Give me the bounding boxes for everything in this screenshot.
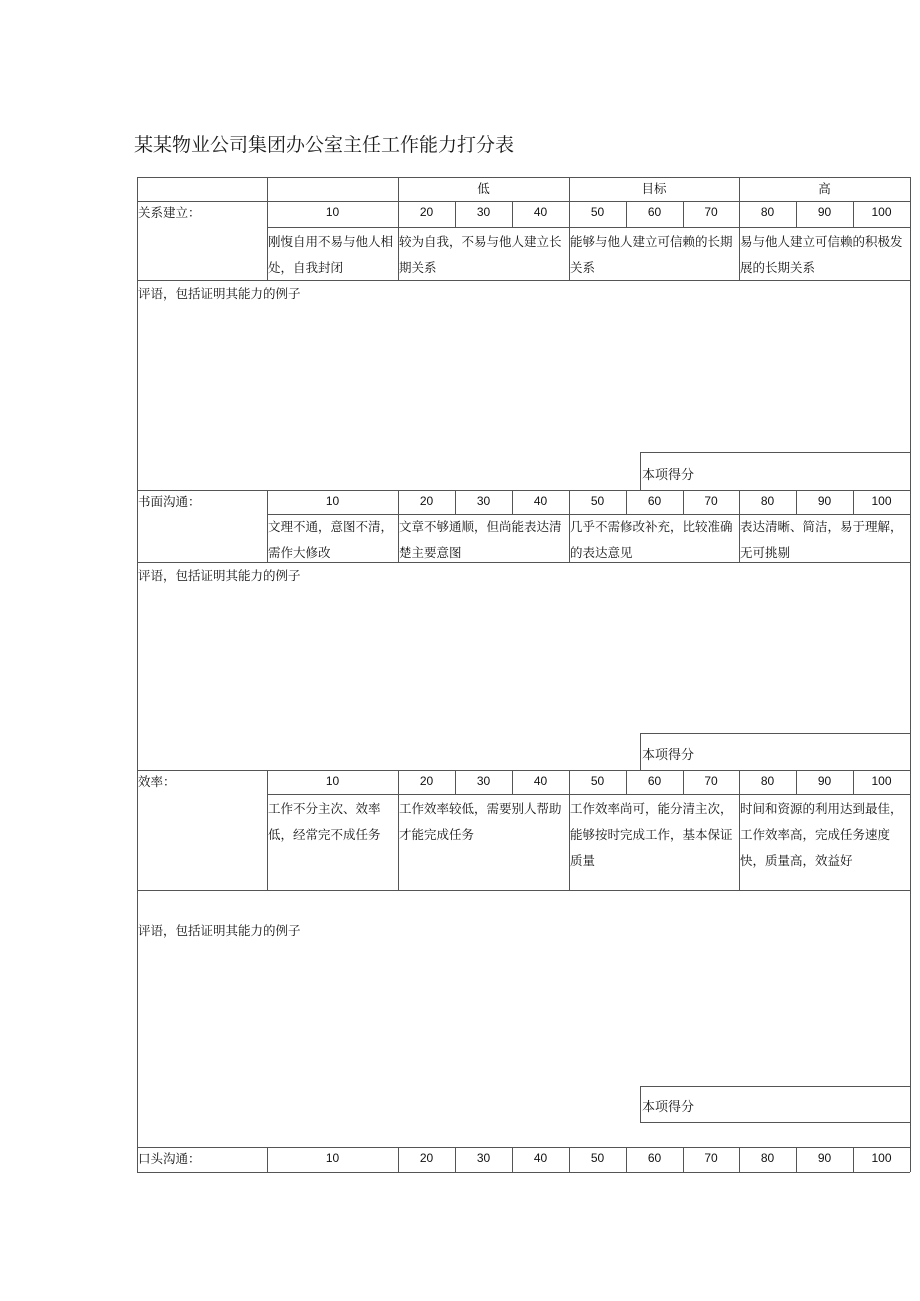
scale-value-40: 40 (533, 205, 548, 219)
scale-value-60: 60 (647, 494, 662, 508)
scale-value-50: 50 (590, 1151, 605, 1165)
scale-value-80: 80 (760, 1151, 775, 1165)
scale-value-60: 60 (647, 774, 662, 788)
item-score-label: 本项得分 (642, 1100, 695, 1115)
score-box-top (640, 733, 910, 734)
scale-value-20: 20 (419, 774, 434, 788)
scale-value-70: 70 (704, 205, 718, 219)
section-label: 关系建立： (138, 205, 201, 220)
section-label: 口头沟通： (138, 1151, 201, 1166)
table-left-border (137, 177, 138, 1172)
scale-value-30: 30 (476, 774, 491, 788)
scale-value-100: 100 (871, 1151, 892, 1165)
header-divider (267, 177, 268, 201)
level-description: 文理不通，意图不清，需作大修改 (268, 519, 394, 560)
level-description: 时间和资源的利用达到最佳，工作效率高，完成任务速度快，质量高，效益好 (740, 801, 903, 868)
header-band-target: 目标 (641, 181, 667, 196)
scale-value-90: 90 (817, 774, 832, 788)
scale-row-border (267, 794, 910, 795)
section-label: 效率： (138, 774, 176, 789)
scale-value-20: 20 (419, 205, 434, 219)
scale-value-10: 10 (325, 205, 340, 219)
level-description: 较为自我，不易与他人建立长期关系 (399, 234, 562, 275)
score-box-top (640, 452, 910, 453)
item-score-label: 本项得分 (642, 468, 695, 483)
scale-value-70: 70 (704, 1151, 718, 1165)
scale-value-10: 10 (325, 494, 340, 508)
scale-value-40: 40 (533, 774, 548, 788)
header-band-high: 高 (818, 181, 831, 196)
scale-value-70: 70 (704, 494, 718, 508)
scale-value-40: 40 (533, 1151, 548, 1165)
description-row-border (137, 890, 910, 891)
score-box-left (640, 1086, 641, 1122)
comment-label: 评语，包括证明其能力的例子 (138, 923, 301, 938)
scale-row-border (267, 227, 910, 228)
score-box-top (640, 1086, 910, 1087)
scale-value-50: 50 (590, 774, 605, 788)
comment-label: 评语，包括证明其能力的例子 (138, 286, 301, 301)
page-title: 某某物业公司集团办公室主任工作能力打分表 (134, 134, 515, 156)
scale-value-30: 30 (476, 205, 491, 219)
level-description: 刚愎自用不易与他人相处，自我封闭 (268, 234, 394, 275)
section-label: 书面沟通： (138, 494, 201, 509)
level-description: 表达清晰、简洁，易于理解，无可挑剔 (740, 519, 903, 560)
scale-value-80: 80 (760, 774, 775, 788)
scale-value-100: 100 (871, 774, 892, 788)
scale-value-90: 90 (817, 494, 832, 508)
scale-value-40: 40 (533, 494, 548, 508)
level-description: 几乎不需修改补充，比较准确的表达意见 (570, 519, 733, 560)
level-description: 工作效率尚可，能分清主次，能够按时完成工作，基本保证质量 (570, 801, 733, 868)
level-description: 文章不够通顺，但尚能表达清楚主要意图 (399, 519, 562, 560)
scale-value-50: 50 (590, 494, 605, 508)
table-bottom-border (137, 1172, 910, 1173)
scale-value-100: 100 (871, 205, 892, 219)
level-description: 工作效率较低，需要别人帮助才能完成任务 (399, 801, 562, 842)
scale-value-50: 50 (590, 205, 605, 219)
level-description: 易与他人建立可信赖的积极发展的长期关系 (740, 234, 903, 275)
scale-value-30: 30 (476, 494, 491, 508)
scale-value-10: 10 (325, 1151, 340, 1165)
scale-value-90: 90 (817, 1151, 832, 1165)
scale-value-20: 20 (419, 1151, 434, 1165)
scale-value-10: 10 (325, 774, 340, 788)
level-description: 能够与他人建立可信赖的长期关系 (570, 234, 733, 275)
score-box-left (640, 452, 641, 490)
comment-label: 评语，包括证明其能力的例子 (138, 568, 301, 583)
level-description: 工作不分主次、效率低，经常完不成任务 (268, 801, 381, 842)
scale-value-80: 80 (760, 205, 775, 219)
scale-value-70: 70 (704, 774, 718, 788)
scale-value-80: 80 (760, 494, 775, 508)
score-box-left (640, 733, 641, 770)
item-score-label: 本项得分 (642, 748, 695, 763)
scale-value-100: 100 (871, 494, 892, 508)
table-right-border (910, 177, 911, 1172)
scale-value-60: 60 (647, 205, 662, 219)
score-box-bottom (640, 1122, 910, 1123)
scale-value-90: 90 (817, 205, 832, 219)
header-band-low: 低 (477, 181, 490, 196)
scale-value-20: 20 (419, 494, 434, 508)
scale-value-60: 60 (647, 1151, 662, 1165)
scale-value-30: 30 (476, 1151, 491, 1165)
